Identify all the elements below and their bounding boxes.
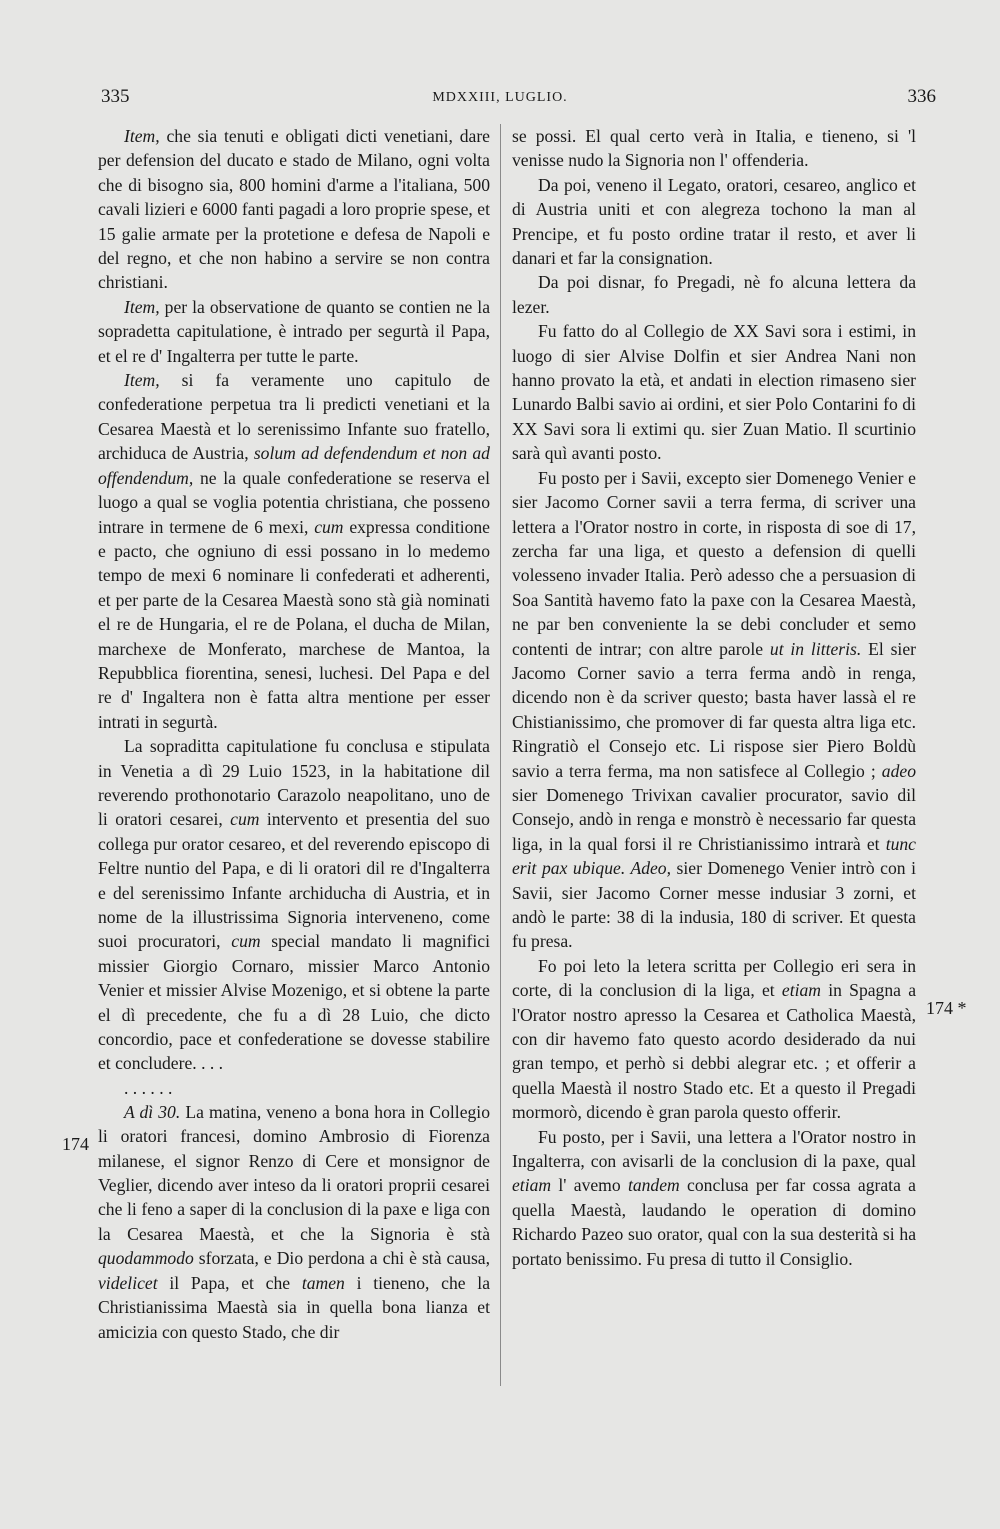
paragraph: Da poi, veneno il Legato, oratori, cesareo, anglico et di Austria uniti et con alegreza tochono la man al Prencipe, et fu posto ordine tratar il resto, et aver li danari et far la consignation.: [512, 174, 916, 269]
page-number-left: 335: [101, 86, 130, 107]
paragraph: [98, 368, 490, 734]
italic-text: cum: [231, 931, 261, 952]
italic-text: Item,: [124, 126, 160, 146]
paragraph-text: expressa conditione e pacto, che ogniuno di essi possano in lo medemo tempo de mexi 6 nominare li confederati et adherenti, et per parte de la Cesarea Maestà sono stà già nominati el re de Hungaria, el re de Polana, el ducha de Milan, marchexe de Monferato, marchese de Mantoa, la Repubblica fiorentina, senesi, luchesi. Del Papa e del re d' Ingaltera non è fatta altra mentione per esser intrati in segurtà.: [98, 516, 490, 732]
margin-number-right: 174 *: [926, 998, 967, 1018]
italic-text: ut in litteris.: [769, 638, 862, 659]
italic-text: solum ad defendendum et non ad offendendum,: [98, 443, 490, 488]
paragraph: [512, 1125, 916, 1271]
entry-date: A dì 30.: [124, 1101, 181, 1122]
paragraph-text: La matina, veneno a bona hora in Collegio li oratori francesi, domino Ambrosio di Fiorenza milanese, el signor Renzo di Cere et monsignor de Veglier, dicendo aver inteso da li oratori proprii cesarei che li feno a saper di la conclusion di la paxe e liga con la Cesarea Maestà, et che la Signoria è stà: [98, 1101, 490, 1244]
right-column: [512, 124, 916, 1271]
paragraph: se possi. El qual certo verà in Italia, e tieneno, si 'l venisse nudo la Signoria non l' offenderia.: [512, 126, 916, 171]
column-divider: [500, 124, 501, 1386]
italic-text: Item,: [124, 296, 160, 317]
paragraph-text: La sopraditta capitulatione fu conclusa e stipulata in Venetia a dì 29 Luio 1523, in la habitatione dil reverendo prothonotario Carazolo neapolitano, uno de li oratori cesarei,: [98, 736, 490, 830]
page-header: [0, 86, 1000, 110]
paragraph: [512, 954, 916, 1125]
page-number-right: 336: [907, 86, 936, 107]
paragraph-text: sier Domenego Trivixan cavalier procurator, savio dil Consejo, andò in renga e monstrò è necessario far questa liga, in la qual forsi il re Christianissimo intrarà et: [512, 784, 916, 854]
paragraph-text: El sier Jacomo Corner savio a terra ferma andò in renga, dicendo non è da scriver questo; basta haver lassà el re Chistianissimo, che promover di far questa altra liga etc. Ringratiò el Consejo etc. Li rispose sier Piero Boldù savio a terra ferma, ma non satisfece al Collegio ;: [512, 638, 916, 781]
paragraph-text: che sia tenuti e obligati dicti venetiani, dare per defension del ducato e stado de Milano, ogni volta che di bisogno sia, 800 homini d'arme a l'italiana, 500 cavali lizieri e 6000 fanti pagadi a loro proprie spese, et 15 galie armate per la protetione e defesa de Napoli e del regno, et che non habino a servire se non contra christiani.: [98, 126, 490, 293]
paragraph-text: Fo poi leto la letera scritta per Collegio eri sera in corte, di la conclusion di la liga, et: [512, 955, 916, 1001]
paragraph-text: conclusa per far cossa agrata a quella Maestà, laudando le operation di domino Richardo Pazeo suo orator, qual con la sua desterità si ha portato benissimo. Fu presa di tutto il Consiglio.: [512, 1175, 916, 1269]
paragraph-text: in Spagna a l'Orator nostro apresso la Cesarea et Catholica Maestà, con dir havemo fato questo acordo desiderado da nui gran tempo, et perhò si debbi alegrar etc. ; et offerir a quella Maestà il nostro Stado etc. Et a questo il Pregadi mormorò, dicendo è gran parola questo offerir.: [512, 980, 917, 1123]
italic-text: adeo: [881, 760, 916, 781]
italic-text: tandem: [627, 1175, 680, 1196]
paragraph: [98, 734, 490, 1076]
italic-text: videlicet: [98, 1272, 158, 1293]
italic-text: etiam: [512, 1175, 552, 1196]
paragraph-text: l' avemo: [551, 1175, 628, 1196]
paragraph-text: Fu posto per i Savii, excepto sier Domenego Venier e sier Jacomo Corner savii a terra ferma, di scriver una lettera a l'Orator nostro in corte, in risposta di soe di 17, zercha far una liga, et questo a defension di quelli volesseno invader Italia. Però adesso che a persuasion di Soa Santità havemo fato la paxe con la Cesarea Maestà, ne par ben conveniente la se debi concluder et semo contenti de intrar; con altre parole: [512, 467, 916, 659]
paragraph-text: sforzata, e Dio perdona a chi è stà causa,: [193, 1248, 490, 1269]
paragraph-text: si fa veramente uno capitulo de confederatione perpetua tra li predicti venetiani et la Cesarea Maestà et lo serenissimo Infante suo fratello, archiduca de Austria,: [98, 370, 490, 464]
paragraph-text: intervento et presentia del suo collega pur orator cesareo, et del reverendo episcopo di Feltre nuntio del Papa, e di li oratori dil re d'Ingalterra e del serenissimo Infante archiducha di Austria, et in nome de la illustrissima Signoria interveneno, come suoi procuratori,: [98, 809, 490, 952]
paragraph-text: sier Domenego Venier intrò con i Savii, sier Jacomo Corner messe indusiar 3 zorni, et andò le parte: 38 di la indusia, 180 di scriver. Et questa fu presa.: [512, 858, 917, 952]
italic-text: quodammodo: [98, 1248, 194, 1269]
paragraph-text: i tieneno, che la Christianissima Maestà sia in quella bona lianza et amicizia con questo Stado, che dir: [98, 1272, 491, 1342]
margin-number-left: 174: [62, 1134, 89, 1154]
paragraph: Fu fatto do al Collegio de XX Savi sora i estimi, in luogo di sier Alvise Dolfin et sier Andrea Nani non hanno provato la età, et andati in election rimaseno sier Lunardo Balbi savio ai ordini, et sier Polo Contarini fo di XX Savi sora li extimi qu. sier Zuan Matio. Il scurtinio sarà quì avanti posto.: [512, 321, 916, 464]
paragraph-text: per la observatione de quanto se contien ne la sopradetta capitulatione, è intrado per segurtà il Papa, et el re d' Ingalterra per tutte le parte.: [98, 296, 490, 366]
left-column: [98, 124, 490, 1344]
italic-text: cum: [230, 809, 260, 830]
paragraph: [98, 295, 490, 368]
paragraph-text: special mandato li magnifici missier Giorgio Cornaro, missier Marco Antonio Venier et missier Alvise Mozenigo, et si obtene la parte el dì precedente, che fu a dì 28 Luio, che dicto concordio, pace et confederatione se dovesse stabilire et concludere. . . .: [98, 931, 490, 1074]
paragraph: Da poi disnar, fo Pregadi, nè fo alcuna lettera da lezer.: [512, 272, 916, 317]
paragraph-text: Fu posto, per i Savii, una lettera a l'Orator nostro in Ingalterra, con avisarli de la conclusion di la paxe, qual: [512, 1126, 916, 1172]
italic-text: tunc erit pax ubique. Adeo,: [512, 833, 916, 879]
italic-text: cum: [314, 516, 344, 537]
paragraph-text: il Papa, et che: [157, 1272, 302, 1293]
paragraph: [512, 466, 916, 954]
paragraph-text: ne la quale confederatione se reserva el luogo a qual se voglia potentia christiana, che posseno intrare in termene de 6 mexi,: [98, 467, 490, 537]
paragraph: [98, 124, 490, 295]
italic-text: etiam: [781, 980, 822, 1001]
dated-entry: [98, 1100, 490, 1344]
ellipsis-leaders: . . . . . .: [124, 1077, 173, 1098]
italic-text: Item,: [124, 370, 160, 391]
running-title: MDXXIII, LUGLIO.: [432, 90, 568, 105]
italic-text: tamen: [301, 1272, 345, 1293]
